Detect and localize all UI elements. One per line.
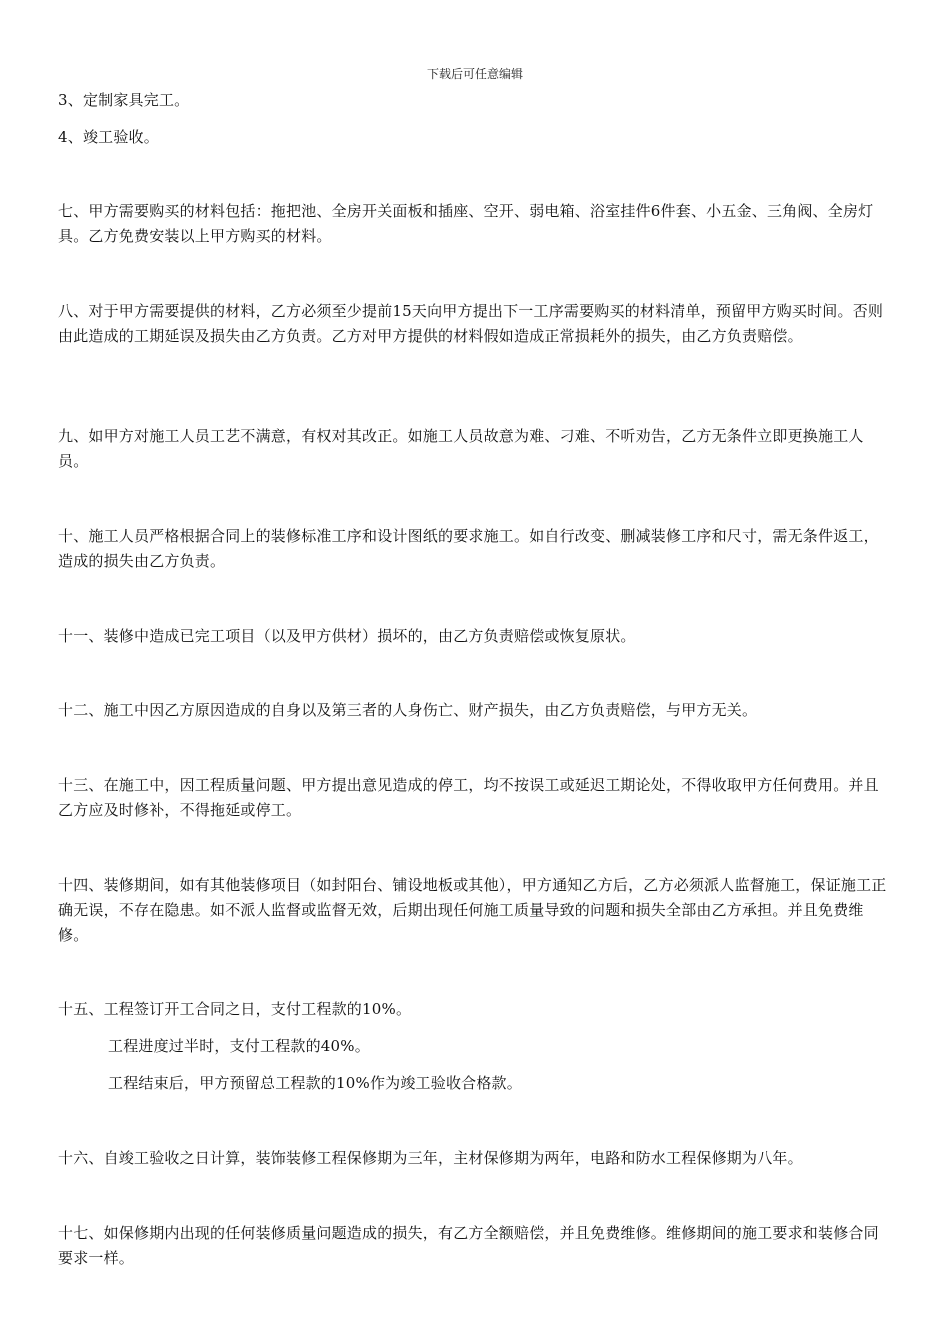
clause-15-payment-3: 工程结束后，甲方预留总工程款的10%作为竣工验收合格款。: [108, 1074, 522, 1092]
clause-15-payment-2: 工程进度过半时，支付工程款的40%。: [108, 1037, 370, 1055]
clause-10: 十、施工人员严格根据合同上的装修标准工序和设计图纸的要求施工。如自行改变、删减装修工序和尺寸，需无条件返工，造成的损失由乙方负责。: [58, 527, 879, 570]
clause-15: 十五、工程签订开工合同之日，支付工程款的10%。: [58, 1000, 412, 1018]
clause-7: 七、甲方需要购买的材料包括：拖把池、全房开关面板和插座、空开、弱电箱、浴室挂件6件套、小五金、三角阀、全房灯具。乙方免费安装以上甲方购买的材料。: [58, 202, 874, 245]
clause-16: 十六、自竣工验收之日计算，装饰装修工程保修期为三年，主材保修期为两年，电路和防水工程保修期为八年。: [58, 1149, 803, 1167]
page-header: 下载后可任意编辑: [426, 67, 523, 81]
clause-8: 八、对于甲方需要提供的材料，乙方必须至少提前15天向甲方提出下一工序需要购买的材料清单，预留甲方购买时间。否则由此造成的工期延误及损失由乙方负责。乙方对甲方提供的材料假如造成正常损耗外的损失，由乙方负责赔偿。: [58, 302, 884, 345]
clause-9: 九、如甲方对施工人员工艺不满意，有权对其改正。如施工人员故意为难、刁难、不听劝告，乙方无条件立即更换施工人员。: [58, 427, 864, 470]
paragraph-item-3: 3、定制家具完工。: [58, 91, 190, 109]
clause-13: 十三、在施工中，因工程质量问题、甲方提出意见造成的停工，均不按误工或延迟工期论处，不得收取甲方任何费用。并且乙方应及时修补，不得拖延或停工。: [58, 776, 879, 819]
clause-11: 十一、装修中造成已完工项目（以及甲方供材）损坏的，由乙方负责赔偿或恢复原状。: [58, 627, 636, 645]
clause-17: 十七、如保修期内出现的任何装修质量问题造成的损失，有乙方全额赔偿，并且免费维修。维修期间的施工要求和装修合同要求一样。: [58, 1224, 879, 1267]
clause-14: 十四、装修期间，如有其他装修项目（如封阳台、铺设地板或其他），甲方通知乙方后，乙方必须派人监督施工，保证施工正确无误，不存在隐患。如不派人监督或监督无效，后期出现任何施工质量导致的问题和损失全部由乙方承担。并且免费维修。: [58, 876, 887, 944]
clause-12: 十二、施工中因乙方原因造成的自身以及第三者的人身伤亡、财产损失，由乙方负责赔偿，与甲方无关。: [58, 701, 758, 719]
paragraph-item-4: 4、竣工验收。: [58, 128, 159, 146]
